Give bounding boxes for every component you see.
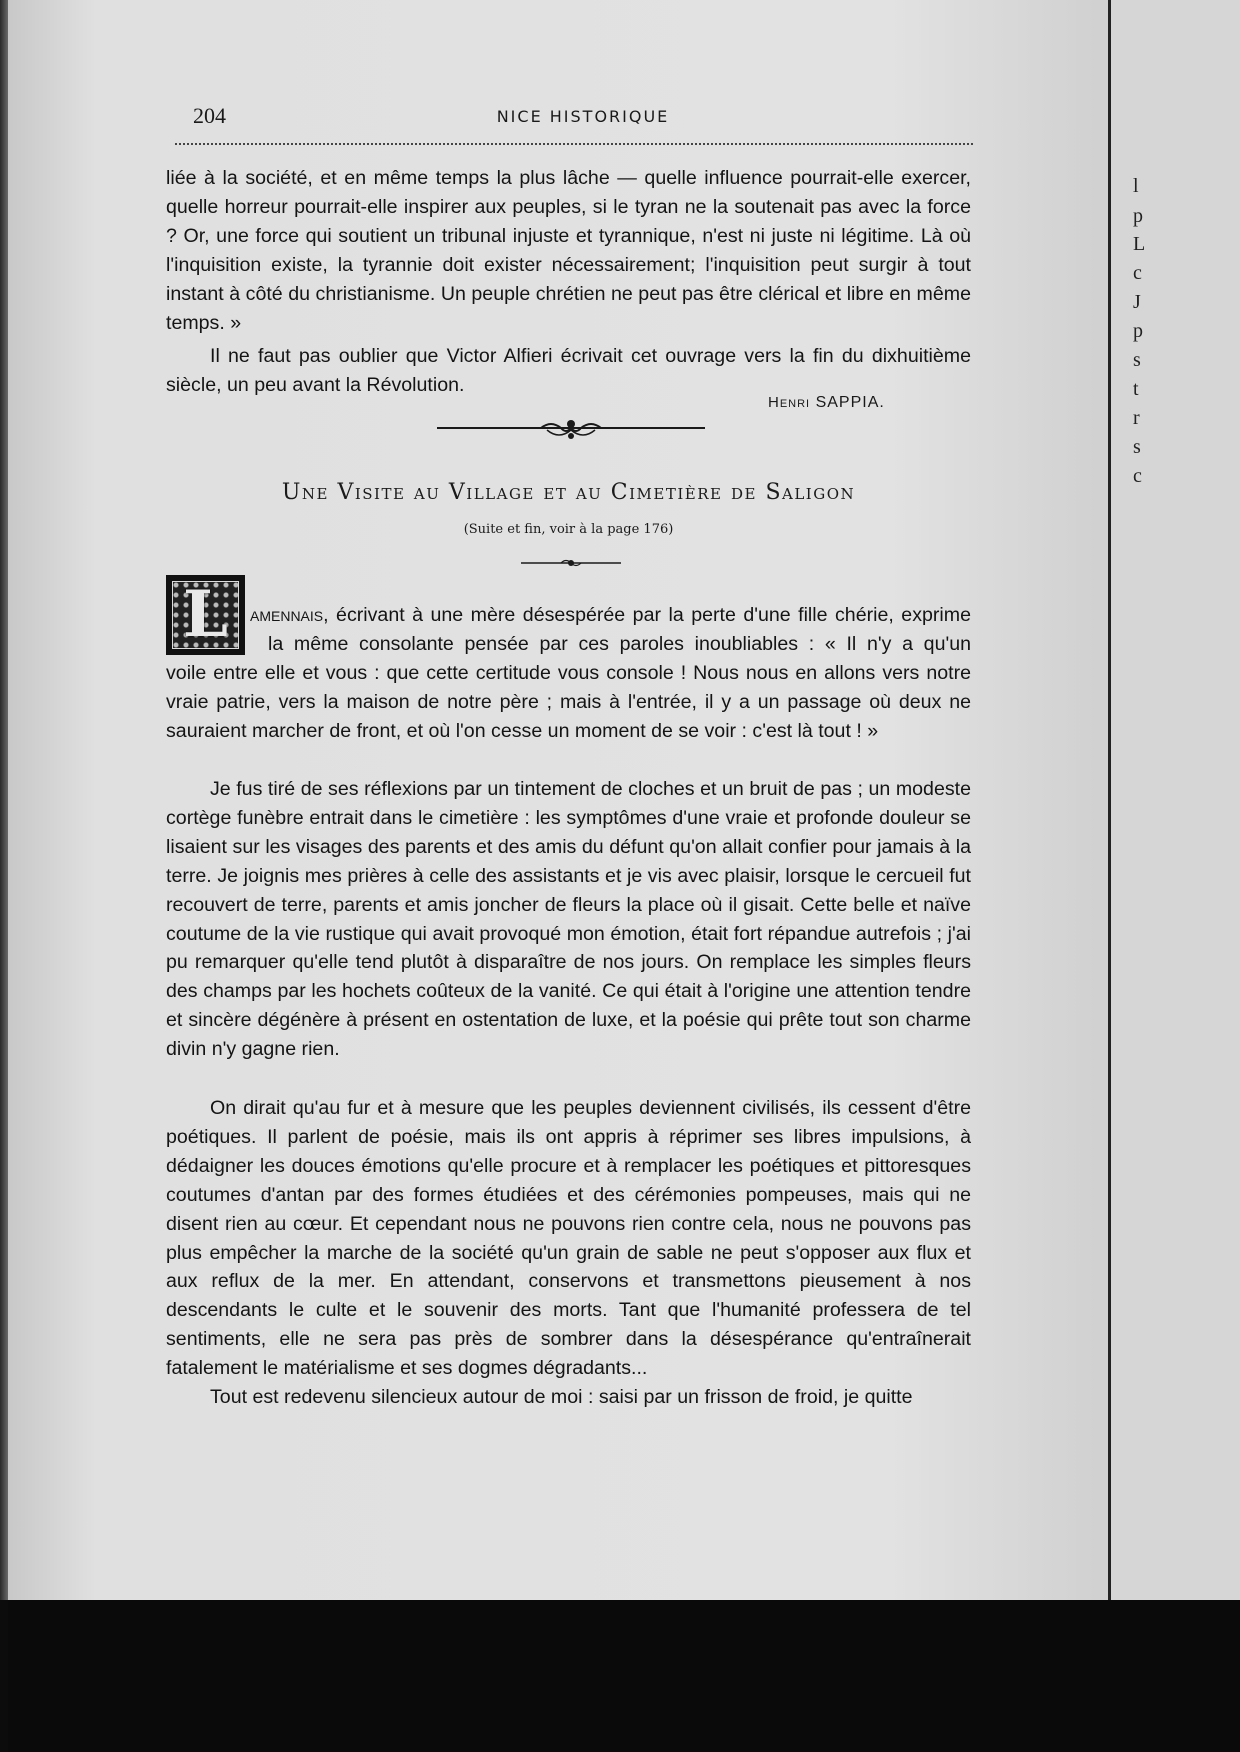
running-title: NICE HISTORIQUE [496,107,670,126]
decorated-drop-cap [166,575,245,655]
header-dotted-rule [175,143,973,145]
first-line-rest: écrivant à une mère désespérée par la perte d'une fille chérie, exprime [328,604,971,626]
facing-page-letter: s [1133,436,1141,458]
section-divider-ornament [437,418,705,448]
signature-first-name: Henri [768,394,811,411]
article-title: Une Visite au Village et au Cimetière de Saligon [281,480,856,505]
article-paragraph: voile entre elle et vous : que cette certitude vous console ! Nous nous en allons vers notre vraie patrie, vers la maison de notre père ; mais à l'entrée, il y a un passage où deux ne sauraient marcher de front, et où l'on cesse un moment de se voir : c'est là tout ! » [166,662,971,742]
article-paragraph: Tout est redevenu silencieux autour de moi : saisi par un frisson de froid, je quitte [210,1386,913,1408]
facing-page-letter: c [1133,262,1142,284]
facing-page-letter: c [1133,465,1142,487]
scan-bottom-background [8,1600,1240,1752]
previous-article-paragraph: Il ne faut pas oublier que Victor Alfieri écrivait cet ouvrage vers la fin du dixhuitième siècle, un peu avant la Révolution. [166,345,971,396]
article-paragraph-first-line [250,601,971,630]
facing-page-letter: s [1133,349,1141,371]
article-subtitle: (Suite et fin, voir à la page 176) [463,522,674,537]
facing-page-letter: l [1133,175,1139,197]
signature-last-name: SAPPIA. [815,394,885,411]
facing-page-letter: p [1133,205,1143,227]
facing-page-letter: J [1133,291,1141,313]
facing-page-edge [1108,0,1240,1600]
first-word-smallcaps: amennais, [250,604,329,626]
facing-page-letter: r [1133,407,1140,429]
article-paragraph: Je fus tiré de ses réflexions par un tintement de cloches et un bruit de pas ; un modeste cortège funèbre entrait dans le cimetière : les symptômes d'une vraie et profonde douleur se lisaient sur les visages des parents et des amis du défunt qu'on allait confier pour jamais à la terre. Je joignis mes prières à celle des assistants et je vis avec plaisir, lorsque le cercueil fut recouvert de terre, parents et amis joncher de fleurs la place où il gisait. Cette belle et naïve coutume de la vie rustique qui avait provoqué mon émotion, était fort répandue autrefois ; j'ai pu remarquer qu'elle tend plutôt à disparaître de nos jours. On remplace les simples fleurs des champs par les hochets coûteux de la vanité. Ce qui était à l'origine une attention tendre et sincère dégénère à présent en ostentation de luxe, et la poésie qui prête tout son charme divin n'y gagne rien. [166,778,971,1061]
title-divider-ornament [521,557,621,569]
previous-article-paragraph: liée à la société, et en même temps la plus lâche — quelle influence pourrait-elle exercer, quelle horreur pourrait-elle inspirer aux peuples, si le tyran ne la soutenait pas avec la force ? Or, une force qui soutient un tribunal injuste et tyrannique, n'est ni juste ni légitime. Là où l'inquisition existe, la tyrannie doit exister nécessairement; l'inquisition peut surgir à tout instant à côté du christianisme. Un peuple chrétien ne peut pas être clérical et libre en même temps. » [166,167,971,334]
facing-page-letter: p [1133,320,1143,342]
page-header [193,103,973,133]
drop-cap-letter: L [183,577,228,652]
facing-page-letter: t [1133,378,1139,400]
page-number: 204 [193,103,226,128]
article-paragraph: On dirait qu'au fur et à mesure que les peuples deviennent civilisés, ils cessent d'être poétiques. Il parlent de poésie, mais ils ont appris à réprimer ses libres impulsions, à dédaigner les douces émotions qu'elle procure et à remplacer les poétiques et pittoresques coutumes d'antan par des formes étudiées et des cérémonies pompeuses, mais qui ne disent rien au cœur. Et cependant nous ne pouvons rien contre cela, nous ne pouvons pas plus empêcher la marche de la société qu'un grain de sable ne peut s'opposer aux flux et aux reflux de la mer. En attendant, conservons et transmettons pieusement à nos descendants le culte et le souvenir des morts. Tant que l'humanité professera de tel sentiments, elle ne sera pas près de sombrer dans la désespérance qu'entraînerait fatalement le matérialisme et ses dogmes dégradants... [166,1097,971,1380]
article-paragraph-second-line: la même consolante pensée par ces paroles inoubliables : « Il n'y a qu'un [268,633,971,655]
facing-page-letter: L [1133,233,1146,255]
author-signature [768,394,885,412]
